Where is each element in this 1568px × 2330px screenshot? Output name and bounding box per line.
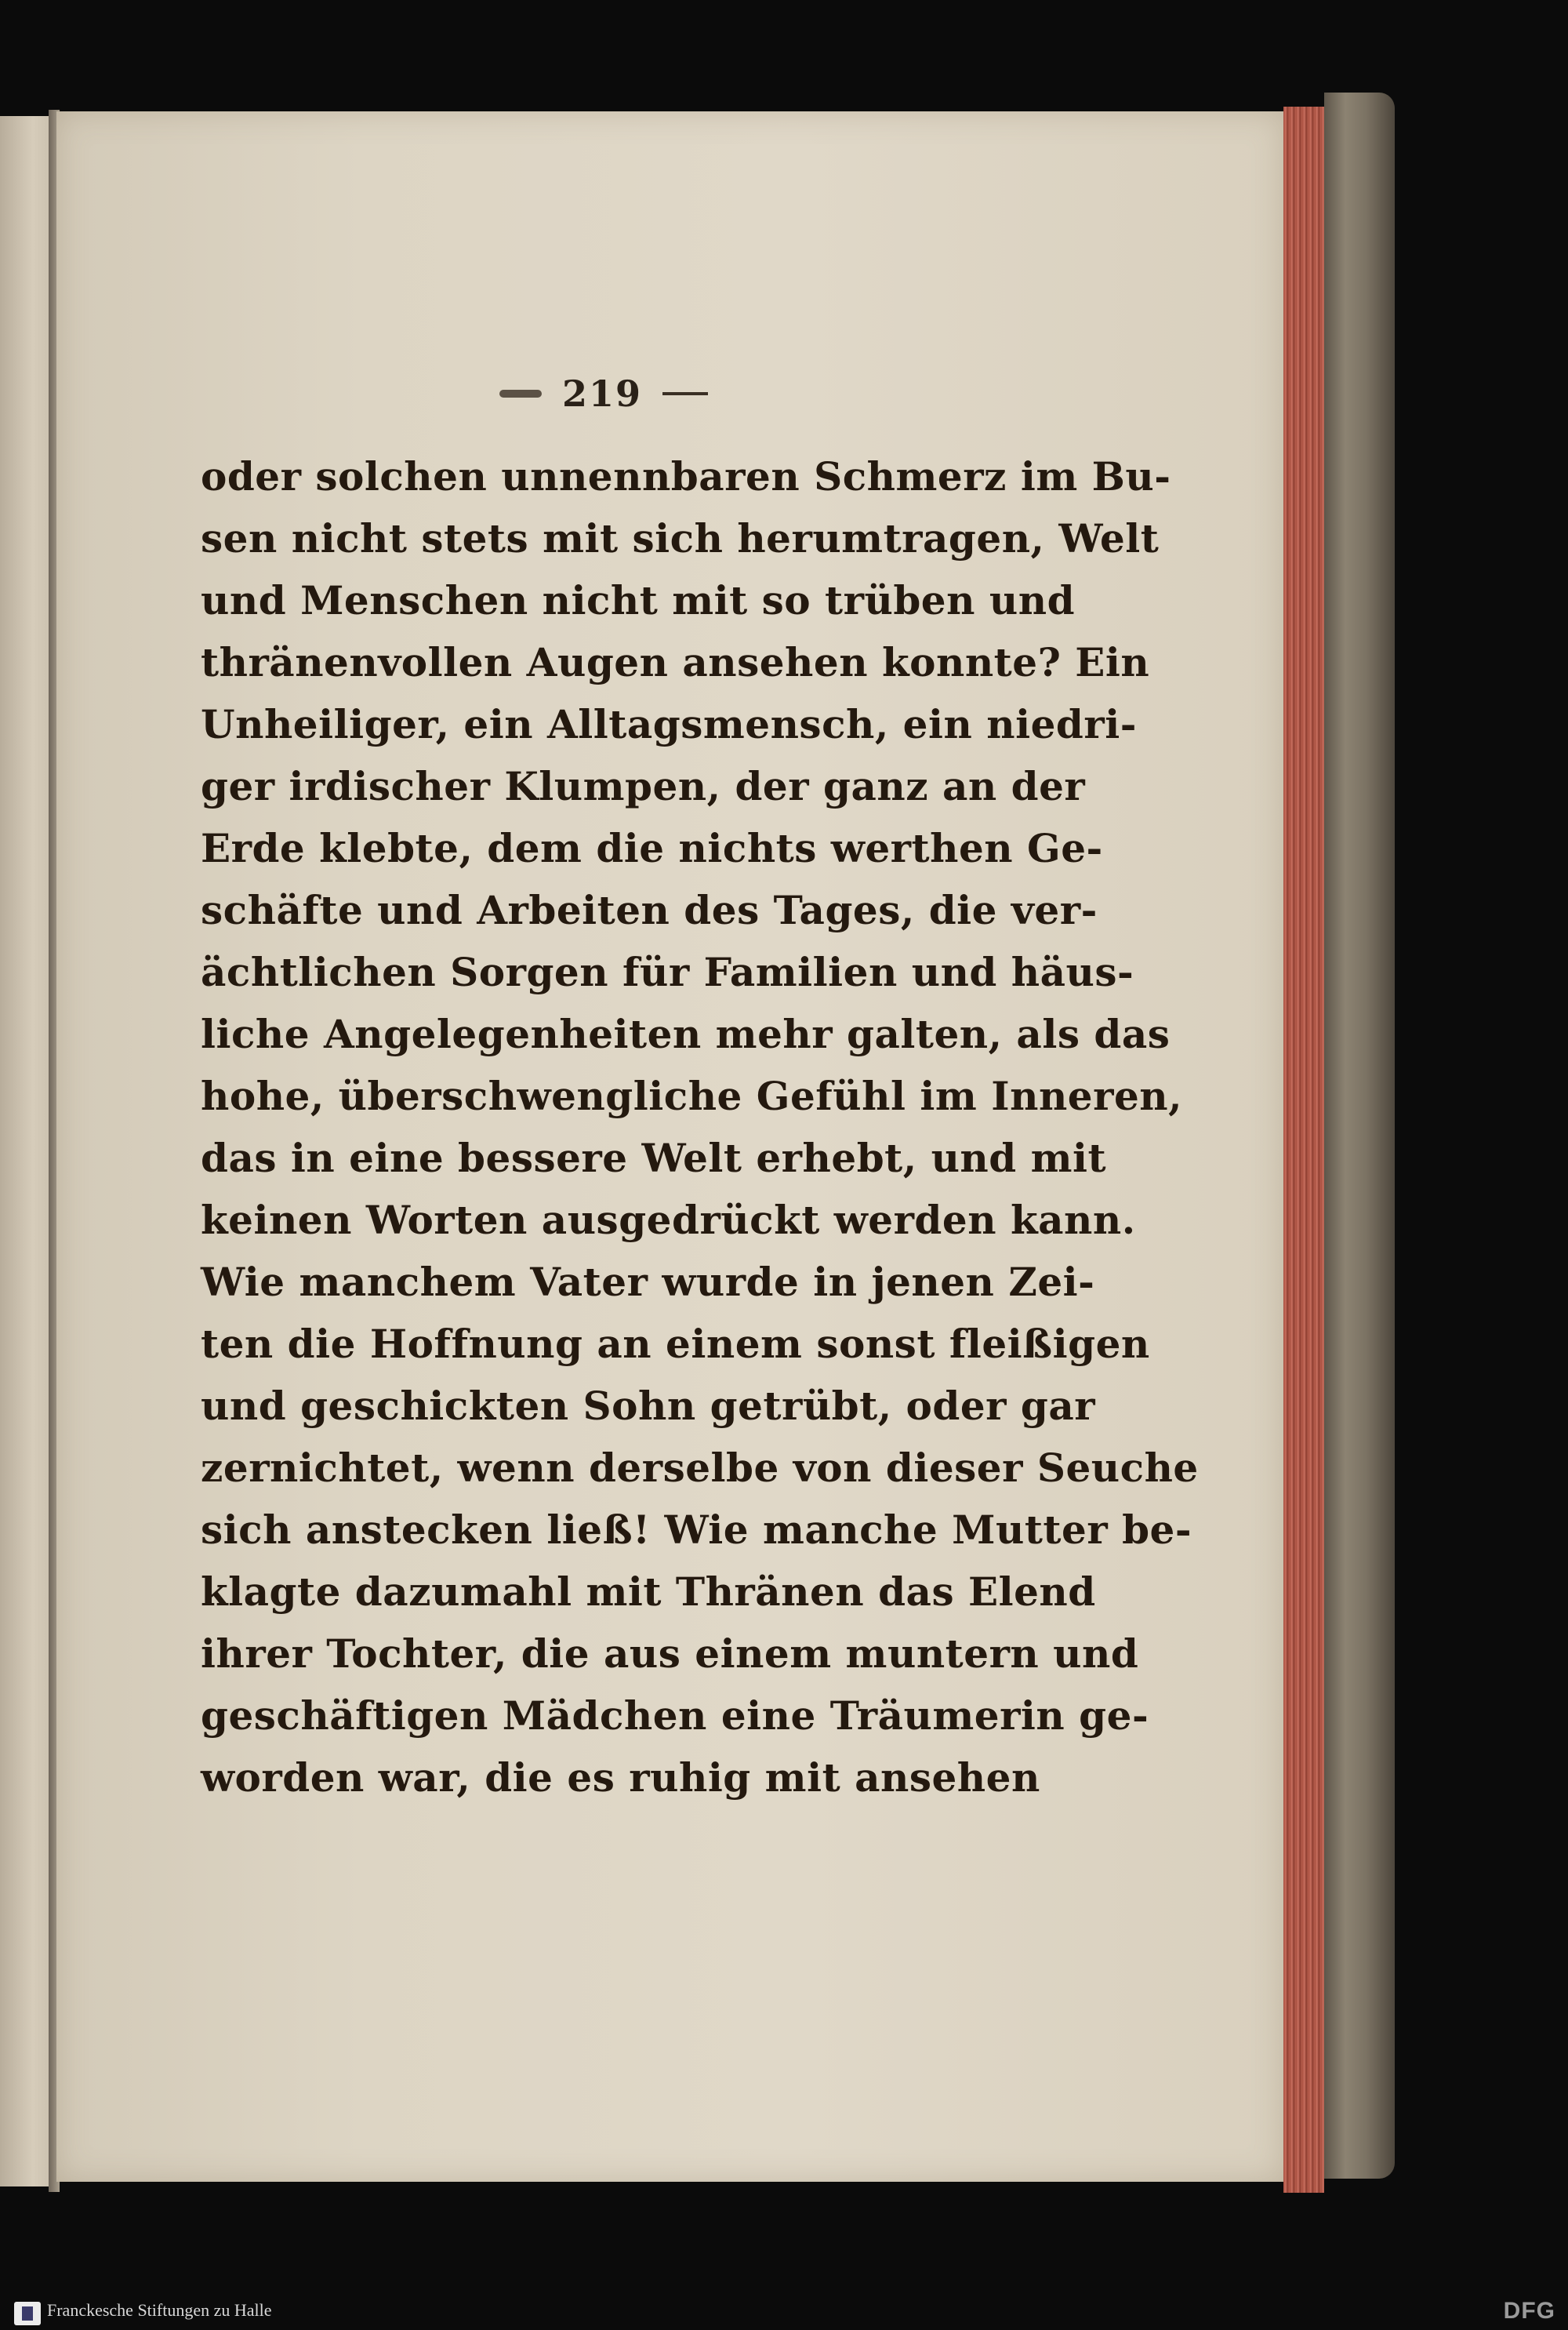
text-line: hohe, überschwengliche Gefühl im Inneren, — [201, 1073, 1183, 1119]
text-line: liche Angelegenheiten mehr galten, als das — [201, 1011, 1171, 1057]
text-line: Unheiliger, ein Alltagsmensch, ein niedri- — [201, 701, 1137, 747]
page-number: 219 — [561, 373, 643, 415]
left-page-edge — [0, 116, 55, 2186]
text-line: oder solchen unnennbaren Schmerz im Bu- — [201, 453, 1171, 500]
text-line: keinen Worten ausgedrückt werden kann. — [201, 1197, 1136, 1243]
text-line: ächtlichen Sorgen für Familien und häus- — [201, 949, 1134, 995]
text-line: und Menschen nicht mit so trüben und — [201, 577, 1076, 623]
page-edges — [1283, 107, 1324, 2193]
dfg-logo: DFG — [1503, 2298, 1555, 2324]
institution-logo-icon — [14, 2302, 41, 2325]
text-line: worden war, die es ruhig mit ansehen — [201, 1754, 1040, 1801]
text-line: klagte dazumahl mit Thränen das Elend — [201, 1568, 1096, 1615]
page-text — [201, 445, 1199, 1808]
text-line: ten die Hoffnung an einem sonst fleißigen — [201, 1321, 1150, 1367]
text-line: das in eine bessere Welt erhebt, und mit — [201, 1135, 1107, 1181]
text-line: zernichtet, wenn derselbe von dieser Seuche — [201, 1445, 1199, 1491]
text-line: ger irdischer Klumpen, der ganz an der — [201, 763, 1086, 809]
text-line: thränenvollen Augen ansehen konnte? Ein — [201, 639, 1150, 685]
text-line: sich anstecken ließ! Wie manche Mutter be- — [201, 1507, 1192, 1553]
header-ornament — [499, 390, 542, 398]
text-line: Erde klebte, dem die nichts werthen Ge- — [201, 825, 1103, 871]
text-line: ihrer Tochter, die aus einem muntern und — [201, 1630, 1139, 1677]
header-rule — [662, 392, 708, 395]
book-cover — [1324, 93, 1395, 2179]
text-line: Wie manchem Vater wurde in jenen Zei- — [201, 1259, 1095, 1305]
institution-name: Franckesche Stiftungen zu Halle — [47, 2300, 272, 2320]
page-header — [470, 370, 737, 417]
text-line: und geschickten Sohn getrübt, oder gar — [201, 1383, 1096, 1429]
text-line: sen nicht stets mit sich herumtragen, Welt — [201, 515, 1160, 562]
text-line: geschäftigen Mädchen eine Träumerin ge- — [201, 1692, 1149, 1739]
text-line: schäfte und Arbeiten des Tages, die ver- — [201, 887, 1098, 933]
